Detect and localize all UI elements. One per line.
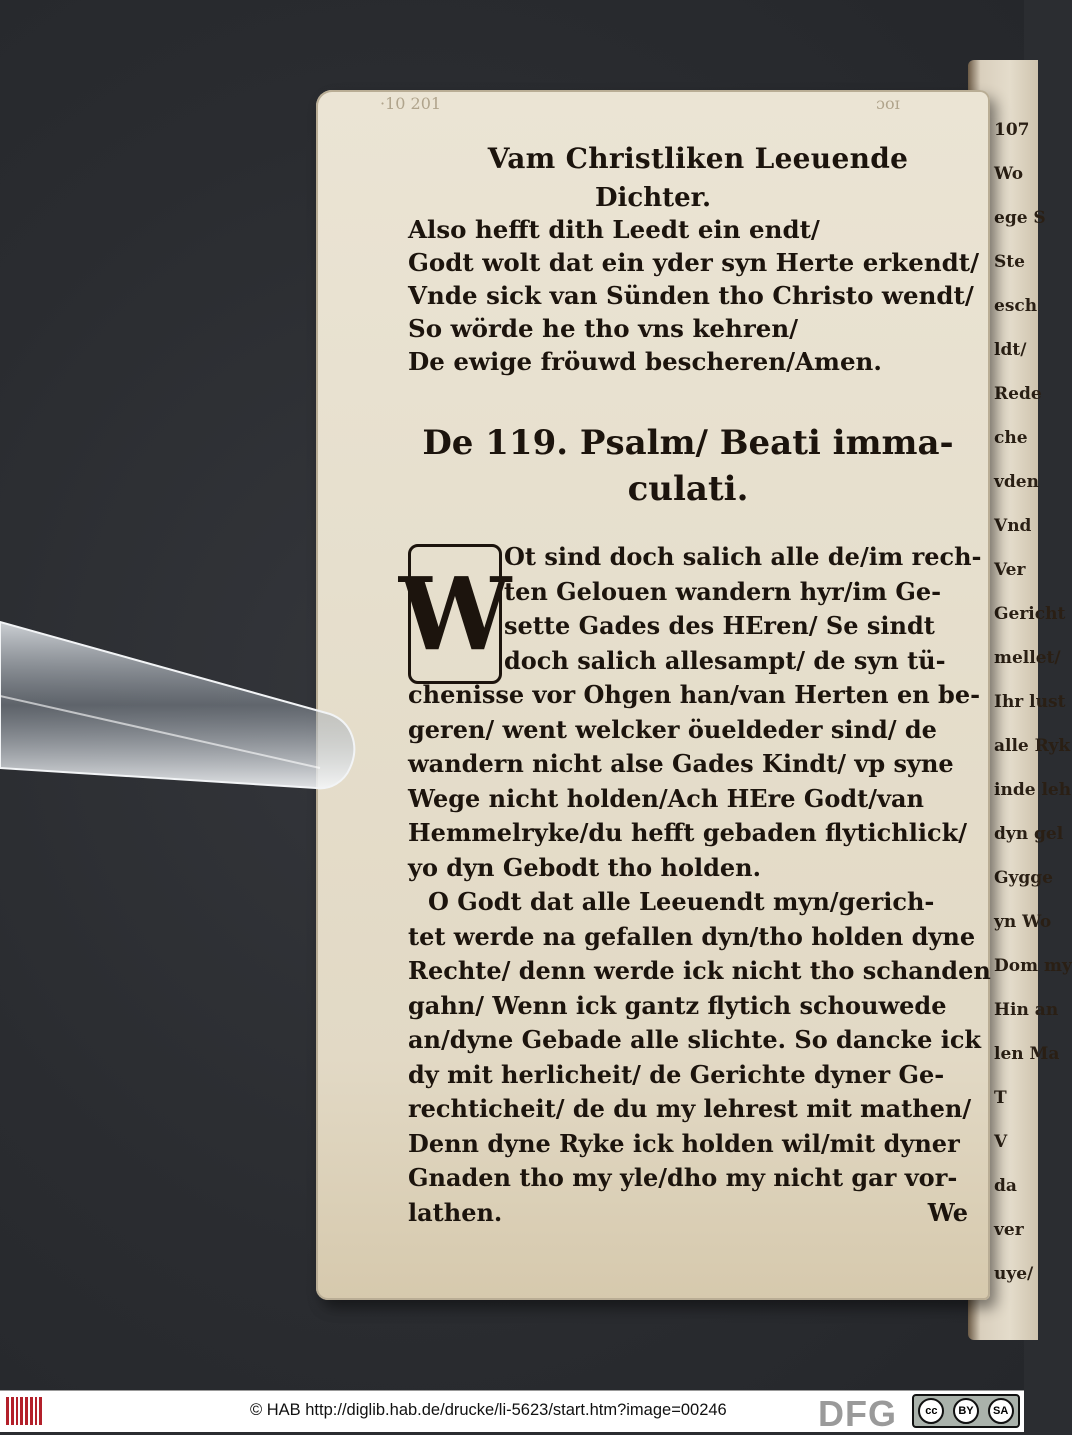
body-line: Denn dyne Ryke ick holden wil/mit dyner: [408, 1128, 960, 1158]
body-line: wandern nicht alse Gades Kindt/ vp syne: [408, 749, 954, 778]
adjacent-page-text: mellet/: [994, 648, 1061, 668]
cc-by-sa-badge[interactable]: [912, 1394, 1020, 1428]
body-line: yo dyn Gebodt tho holden.: [408, 852, 761, 882]
dfg-logo: DFG: [818, 1393, 897, 1434]
by-icon: BY: [953, 1398, 979, 1424]
copyright-link[interactable]: © HAB http://diglib.hab.de/drucke/li-5623/start.htm?image=00246: [250, 1401, 727, 1419]
adjacent-page-text: V: [994, 1132, 1008, 1152]
body-line: dy mit herlicheit/ de Gerichte dyner Ge-: [408, 1059, 945, 1089]
adjacent-page-text: ver: [994, 1220, 1024, 1240]
verse-line: Also hefft dith Leedt ein endt/: [408, 215, 820, 244]
running-head: Vam Christliken Leeuende: [487, 142, 909, 175]
psalm-title-line: De 119. Psalm/ Beati imma-: [422, 423, 954, 463]
page-text-block: [398, 140, 991, 1230]
body-line: O Godt dat alle Leeuendt myn/gerich-: [428, 887, 935, 916]
adjacent-page-text: Wo: [994, 164, 1024, 184]
adjacent-page-text: alle Ryk: [994, 736, 1071, 756]
adjacent-page-text: vden: [994, 472, 1039, 492]
verse-line: Vnde sick van Sünden tho Christo wendt/: [408, 281, 974, 310]
body-line: Rechte/ denn werde ick nicht tho schanden: [408, 956, 991, 985]
header-bleedthrough-left: ·10 201: [380, 94, 442, 113]
body-line: Gnaden tho my yle/dho my nicht gar vor-: [408, 1163, 958, 1192]
footer-bar: [0, 1390, 1024, 1432]
body-line: Wege nicht holden/Ach HEre Godt/van: [408, 783, 924, 813]
adjacent-page-text: Gygge: [994, 868, 1053, 888]
adjacent-page-text: 107: [994, 120, 1030, 140]
adjacent-page-text: dyn gel: [994, 824, 1064, 844]
verse-line: So wörde he tho vns kehren/: [408, 314, 799, 343]
adjacent-page-text: Hin an: [994, 1000, 1059, 1020]
verse-block: [408, 213, 980, 378]
adjacent-page-text: Ver: [994, 560, 1026, 580]
body-line: doch salich allesampt/ de syn tü-: [504, 645, 946, 675]
body-line: geren/ went welcker öueldeder sind/ de: [408, 714, 937, 744]
section-subhead: Dichter.: [594, 183, 712, 213]
library-barcode-icon: [6, 1397, 42, 1425]
verse-line: De ewige fröuwd bescheren/Amen.: [408, 347, 882, 376]
adjacent-page-text: uye/: [994, 1264, 1034, 1284]
body-line: gahn/ Wenn ick gantz flytich schouwede: [408, 990, 947, 1020]
adjacent-page-text: Rede: [994, 384, 1042, 404]
adjacent-page-text: Gericht: [994, 604, 1066, 624]
adjacent-page-text: Ste: [994, 252, 1025, 272]
adjacent-page-text: Dom my: [994, 956, 1072, 976]
adjacent-page-text: Vnd: [994, 516, 1032, 536]
body-line: Hemmelryke/du hefft gebaden flytichlick/: [408, 818, 967, 847]
page-weight-pointer: [0, 618, 360, 808]
body-line: chenisse vor Ohgen han/van Herten en be-: [408, 680, 981, 709]
last-line-text: lathen.: [408, 1197, 503, 1227]
body-line-last: [408, 1196, 968, 1231]
psalm-body: [398, 540, 991, 1230]
book-page: [316, 90, 990, 1300]
adjacent-page-text: ege S: [994, 208, 1046, 228]
body-line: rechticheit/ de du my lehrest mit mathen/: [408, 1094, 972, 1123]
adjacent-page-text: esch: [994, 296, 1038, 316]
adjacent-page-text: da: [994, 1176, 1017, 1196]
adjacent-page-text: Ihr lust: [994, 692, 1066, 712]
adjacent-page-text: yn Wo: [994, 912, 1052, 932]
body-line: ten Gelouen wandern hyr/im Ge-: [504, 576, 942, 606]
psalm-title: [408, 420, 968, 512]
adjacent-page-text: ldt/: [994, 340, 1027, 360]
body-line: an/dyne Gebade alle slichte. So dancke ick: [408, 1025, 982, 1054]
body-line: tet werde na gefallen dyn/tho holden dyne: [408, 921, 976, 951]
adjacent-page-text: len Ma: [994, 1044, 1060, 1064]
cc-icon: cc: [918, 1398, 944, 1424]
header-bleedthrough-right: ɔoɪ: [876, 94, 900, 113]
verse-line: Godt wolt dat ein yder syn Herte erkendt/: [408, 248, 980, 277]
body-line: Ot sind doch salich alle de/im rech-: [504, 542, 982, 571]
adjacent-page-text: T: [994, 1088, 1007, 1108]
adjacent-page-text: inde leh: [994, 780, 1072, 800]
body-line: sette Gades des HEren/ Se sindt: [504, 611, 935, 640]
catchword: We: [927, 1197, 968, 1227]
decorated-initial: W: [408, 544, 502, 684]
psalm-title-line: culati.: [627, 469, 749, 509]
sa-icon: SA: [988, 1398, 1014, 1424]
adjacent-page-text: che: [994, 428, 1028, 448]
